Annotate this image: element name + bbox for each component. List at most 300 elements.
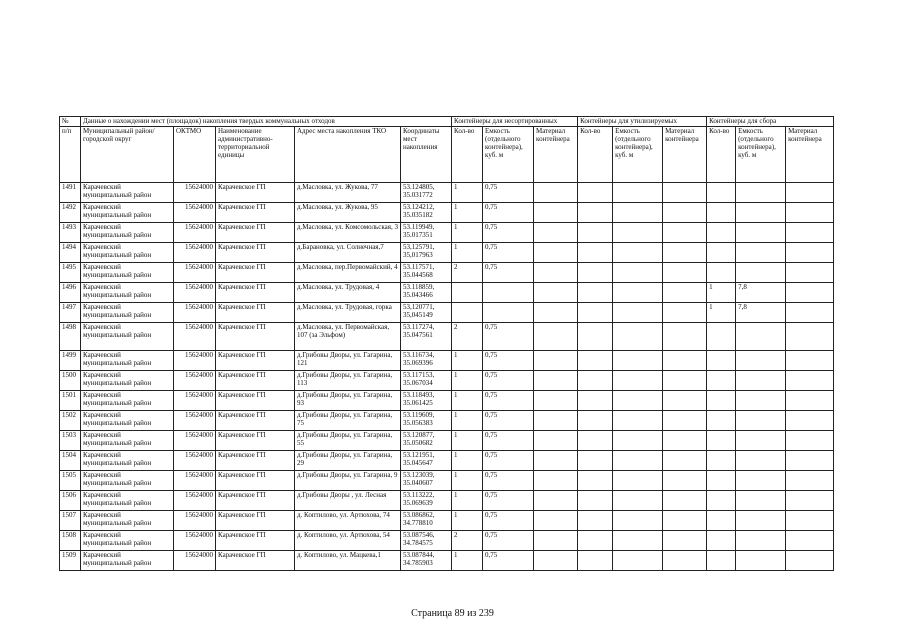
cell-m3 [786, 323, 834, 351]
cell-oktmo: 15624000 [174, 371, 216, 391]
cell-unit: Карачевское ГП [216, 491, 295, 511]
cell-oktmo: 15624000 [174, 223, 216, 243]
cell-v3 [736, 243, 786, 263]
cell-c3 [707, 491, 736, 511]
cell-n: 1499 [60, 351, 81, 371]
cell-unit: Карачевское ГП [216, 391, 295, 411]
column-header-cell: Емкость (отдельного контейнера), куб. м [483, 127, 534, 183]
cell-c3 [707, 511, 736, 531]
table-row [60, 511, 834, 531]
cell-v3 [736, 491, 786, 511]
column-header-cell: Кол-во [578, 127, 613, 183]
cell-oktmo: 15624000 [174, 303, 216, 323]
cell-c3 [707, 471, 736, 491]
cell-unit: Карачевское ГП [216, 243, 295, 263]
cell-m1 [534, 531, 578, 551]
cell-oktmo: 15624000 [174, 431, 216, 451]
cell-m1 [534, 451, 578, 471]
cell-unit: Карачевское ГП [216, 263, 295, 283]
cell-coords: 53.087546, 34.784575 [401, 531, 452, 551]
cell-c2 [578, 303, 613, 323]
cell-unit: Карачевское ГП [216, 471, 295, 491]
cell-c1: 1 [452, 411, 483, 431]
cell-v2 [613, 551, 663, 571]
cell-c1 [452, 303, 483, 323]
cell-c1: 1 [452, 203, 483, 223]
cell-m3 [786, 371, 834, 391]
cell-m3 [786, 183, 834, 203]
cell-c3 [707, 451, 736, 471]
cell-m1 [534, 243, 578, 263]
cell-district: Карачевский муниципальный район [81, 263, 174, 283]
cell-m3 [786, 203, 834, 223]
cell-coords: 53.117274, 35.047561 [401, 323, 452, 351]
column-header-cell: Емкость (отдельного контейнера), куб. м [736, 127, 786, 183]
cell-c2 [578, 451, 613, 471]
cell-district: Карачевский муниципальный район [81, 391, 174, 411]
cell-v2 [613, 183, 663, 203]
cell-m3 [786, 511, 834, 531]
table-row [60, 371, 834, 391]
cell-c2 [578, 351, 613, 371]
table-body [60, 183, 834, 571]
cell-c1: 2 [452, 531, 483, 551]
cell-coords: 53.118859, 35.043466 [401, 283, 452, 303]
cell-address: д.Грибовы Дворы, ул. Гагарина, 29 [295, 451, 401, 471]
cell-n: 1491 [60, 183, 81, 203]
cell-m2 [663, 323, 707, 351]
cell-c1: 2 [452, 323, 483, 351]
cell-coords: 53.087844, 34.785903 [401, 551, 452, 571]
table-row [60, 471, 834, 491]
cell-v1: 0,75 [483, 411, 534, 431]
containers-table [59, 116, 834, 571]
cell-address: д.Масловка, ул. Трудовая, 4 [295, 283, 401, 303]
cell-oktmo: 15624000 [174, 511, 216, 531]
cell-n: 1506 [60, 491, 81, 511]
cell-unit: Карачевское ГП [216, 351, 295, 371]
cell-address: д.Грибовы Дворы, ул. Гагарина, 113 [295, 371, 401, 391]
cell-v2 [613, 511, 663, 531]
cell-unit: Карачевское ГП [216, 203, 295, 223]
cell-unit: Карачевское ГП [216, 371, 295, 391]
cell-c1: 2 [452, 263, 483, 283]
cell-c2 [578, 323, 613, 351]
cell-district: Карачевский муниципальный район [81, 551, 174, 571]
cell-n: 1493 [60, 223, 81, 243]
cell-m1 [534, 491, 578, 511]
column-header-cell: Материал контейнера [663, 127, 707, 183]
cell-m2 [663, 431, 707, 451]
cell-c3 [707, 431, 736, 451]
cell-n: 1496 [60, 283, 81, 303]
cell-v3 [736, 451, 786, 471]
cell-n: 1494 [60, 243, 81, 263]
cell-unit: Карачевское ГП [216, 551, 295, 571]
cell-m3 [786, 283, 834, 303]
cell-m3 [786, 243, 834, 263]
column-header-cell: Наименование административно-территориальной единицы [216, 127, 295, 183]
cell-m3 [786, 411, 834, 431]
cell-c1: 1 [452, 391, 483, 411]
cell-address: д.Масловка, ул. Трудовая, горка [295, 303, 401, 323]
cell-v1: 0,75 [483, 183, 534, 203]
cell-c1 [452, 283, 483, 303]
cell-oktmo: 15624000 [174, 491, 216, 511]
cell-v1 [483, 283, 534, 303]
cell-v3 [736, 263, 786, 283]
cell-m2 [663, 531, 707, 551]
cell-address: д. Коптилово, ул. Артюхова, 74 [295, 511, 401, 531]
cell-m3 [786, 223, 834, 243]
cell-oktmo: 15624000 [174, 263, 216, 283]
table-row [60, 531, 834, 551]
cell-c3 [707, 351, 736, 371]
cell-v1: 0,75 [483, 323, 534, 351]
cell-n: 1503 [60, 431, 81, 451]
table-row [60, 223, 834, 243]
cell-v1: 0,75 [483, 451, 534, 471]
cell-address: д.Масловка, ул. Комсомольская, 3 [295, 223, 401, 243]
cell-coords: 53.113222, 35.069639 [401, 491, 452, 511]
cell-address: д.Масловка, пер.Первомайский, 4 [295, 263, 401, 283]
cell-v2 [613, 243, 663, 263]
cell-coords: 53.119949, 35.017351 [401, 223, 452, 243]
cell-oktmo: 15624000 [174, 551, 216, 571]
cell-district: Карачевский муниципальный район [81, 203, 174, 223]
cell-v1: 0,75 [483, 351, 534, 371]
table-row [60, 391, 834, 411]
cell-m2 [663, 303, 707, 323]
cell-v3 [736, 471, 786, 491]
cell-c3 [707, 391, 736, 411]
cell-m3 [786, 303, 834, 323]
column-header-cell: Материал контейнера [534, 127, 578, 183]
cell-c3 [707, 223, 736, 243]
cell-v2 [613, 471, 663, 491]
cell-coords: 53.120877, 35.050682 [401, 431, 452, 451]
cell-v2 [613, 263, 663, 283]
cell-v1: 0,75 [483, 243, 534, 263]
group-header-cell: Контейнеры для утилизируемых [578, 117, 707, 127]
table-row [60, 351, 834, 371]
cell-district: Карачевский муниципальный район [81, 411, 174, 431]
cell-address: д. Коптилово, ул. Артюхова, 54 [295, 531, 401, 551]
table-row [60, 411, 834, 431]
cell-coords: 53.119609, 35.056383 [401, 411, 452, 431]
cell-v1 [483, 303, 534, 323]
table-row [60, 551, 834, 571]
column-header-cell: Кол-во [707, 127, 736, 183]
cell-v1: 0,75 [483, 431, 534, 451]
cell-unit: Карачевское ГП [216, 323, 295, 351]
cell-oktmo: 15624000 [174, 411, 216, 431]
cell-district: Карачевский муниципальный район [81, 323, 174, 351]
cell-m1 [534, 323, 578, 351]
cell-unit: Карачевское ГП [216, 183, 295, 203]
cell-m3 [786, 531, 834, 551]
cell-v3 [736, 323, 786, 351]
cell-district: Карачевский муниципальный район [81, 283, 174, 303]
cell-n: 1501 [60, 391, 81, 411]
table-row [60, 451, 834, 471]
cell-district: Карачевский муниципальный район [81, 471, 174, 491]
cell-c1: 1 [452, 223, 483, 243]
cell-m2 [663, 203, 707, 223]
cell-m1 [534, 351, 578, 371]
cell-v3: 7,8 [736, 283, 786, 303]
cell-district: Карачевский муниципальный район [81, 351, 174, 371]
cell-v1: 0,75 [483, 531, 534, 551]
table-row [60, 303, 834, 323]
cell-c1: 1 [452, 451, 483, 471]
cell-m1 [534, 263, 578, 283]
cell-c1: 1 [452, 431, 483, 451]
cell-c1: 1 [452, 183, 483, 203]
cell-coords: 53.116734, 35.069396 [401, 351, 452, 371]
cell-c1: 1 [452, 551, 483, 571]
cell-unit: Карачевское ГП [216, 511, 295, 531]
column-header-cell: Муниципальный район/городской округ [81, 127, 174, 183]
cell-oktmo: 15624000 [174, 323, 216, 351]
cell-coords: 53.117571, 35.044568 [401, 263, 452, 283]
cell-m2 [663, 351, 707, 371]
cell-n: 1497 [60, 303, 81, 323]
cell-c2 [578, 551, 613, 571]
cell-m3 [786, 351, 834, 371]
cell-m1 [534, 511, 578, 531]
cell-c1: 1 [452, 471, 483, 491]
group-header-cell: Данные о нахождении мест (площадок) накопления твердых коммунальных отходов [81, 117, 452, 127]
cell-address: д.Грибовы Дворы , ул. Лесная [295, 491, 401, 511]
cell-unit: Карачевское ГП [216, 431, 295, 451]
cell-oktmo: 15624000 [174, 351, 216, 371]
cell-c2 [578, 471, 613, 491]
page-footer: Страница 89 из 239 [411, 608, 494, 619]
column-header-cell: Материал контейнера [786, 127, 834, 183]
cell-district: Карачевский муниципальный район [81, 371, 174, 391]
cell-m3 [786, 471, 834, 491]
cell-n: 1507 [60, 511, 81, 531]
cell-v3 [736, 351, 786, 371]
cell-v1: 0,75 [483, 551, 534, 571]
cell-m2 [663, 283, 707, 303]
cell-m2 [663, 223, 707, 243]
cell-m1 [534, 471, 578, 491]
cell-address: д.Грибовы Дворы, ул. Гагарина, 9 [295, 471, 401, 491]
column-header-row [60, 127, 834, 183]
cell-oktmo: 15624000 [174, 283, 216, 303]
cell-m3 [786, 263, 834, 283]
cell-v2 [613, 203, 663, 223]
cell-v2 [613, 391, 663, 411]
cell-m1 [534, 203, 578, 223]
cell-c1: 1 [452, 371, 483, 391]
cell-m3 [786, 551, 834, 571]
cell-n: 1500 [60, 371, 81, 391]
table-row [60, 243, 834, 263]
cell-v1: 0,75 [483, 223, 534, 243]
cell-oktmo: 15624000 [174, 391, 216, 411]
cell-m3 [786, 451, 834, 471]
cell-address: д.Грибовы Дворы, ул. Гагарина, 55 [295, 431, 401, 451]
column-header-cell: п/п [60, 127, 81, 183]
cell-c3 [707, 203, 736, 223]
cell-c2 [578, 283, 613, 303]
cell-address: д.Грибовы Дворы, ул. Гагарина, 121 [295, 351, 401, 371]
cell-v3 [736, 391, 786, 411]
cell-v2 [613, 223, 663, 243]
cell-m2 [663, 391, 707, 411]
cell-m1 [534, 391, 578, 411]
cell-address: д.Барановка, ул. Солнечная,7 [295, 243, 401, 263]
cell-n: 1505 [60, 471, 81, 491]
cell-oktmo: 15624000 [174, 183, 216, 203]
cell-unit: Карачевское ГП [216, 531, 295, 551]
cell-v2 [613, 323, 663, 351]
cell-v1: 0,75 [483, 263, 534, 283]
cell-address: д. Коптилово, ул. Мацкева,1 [295, 551, 401, 571]
cell-m3 [786, 431, 834, 451]
cell-m2 [663, 263, 707, 283]
cell-n: 1508 [60, 531, 81, 551]
cell-v3 [736, 411, 786, 431]
cell-m1 [534, 283, 578, 303]
cell-district: Карачевский муниципальный район [81, 451, 174, 471]
cell-v1: 0,75 [483, 471, 534, 491]
group-header-cell: № [60, 117, 81, 127]
cell-c2 [578, 243, 613, 263]
cell-c2 [578, 203, 613, 223]
cell-coords: 53.118493, 35.061425 [401, 391, 452, 411]
cell-district: Карачевский муниципальный район [81, 243, 174, 263]
cell-c2 [578, 511, 613, 531]
cell-c2 [578, 263, 613, 283]
cell-district: Карачевский муниципальный район [81, 531, 174, 551]
cell-oktmo: 15624000 [174, 451, 216, 471]
cell-m2 [663, 471, 707, 491]
cell-oktmo: 15624000 [174, 531, 216, 551]
cell-m2 [663, 243, 707, 263]
cell-oktmo: 15624000 [174, 471, 216, 491]
table-row [60, 203, 834, 223]
cell-unit: Карачевское ГП [216, 411, 295, 431]
cell-m1 [534, 371, 578, 391]
cell-n: 1509 [60, 551, 81, 571]
cell-v3 [736, 511, 786, 531]
cell-v2 [613, 351, 663, 371]
cell-address: д.Масловка, ул. Первомайская, 107 (за Эльфом) [295, 323, 401, 351]
cell-v2 [613, 411, 663, 431]
cell-v2 [613, 371, 663, 391]
cell-v1: 0,75 [483, 511, 534, 531]
cell-m1 [534, 411, 578, 431]
cell-n: 1495 [60, 263, 81, 283]
cell-unit: Карачевское ГП [216, 451, 295, 471]
cell-v2 [613, 451, 663, 471]
cell-v3 [736, 431, 786, 451]
table-row [60, 263, 834, 283]
table-row [60, 323, 834, 351]
cell-m2 [663, 491, 707, 511]
cell-oktmo: 15624000 [174, 203, 216, 223]
cell-v1: 0,75 [483, 203, 534, 223]
cell-m2 [663, 551, 707, 571]
cell-m1 [534, 551, 578, 571]
column-header-cell: Емкость (отдельного контейнера), куб. м [613, 127, 663, 183]
cell-address: д.Грибовы Дворы, ул. Гагарина, 93 [295, 391, 401, 411]
cell-c1: 1 [452, 491, 483, 511]
cell-m3 [786, 391, 834, 411]
table-row [60, 283, 834, 303]
cell-c2 [578, 371, 613, 391]
cell-n: 1498 [60, 323, 81, 351]
cell-n: 1502 [60, 411, 81, 431]
cell-v1: 0,75 [483, 391, 534, 411]
cell-district: Карачевский муниципальный район [81, 491, 174, 511]
cell-c2 [578, 183, 613, 203]
cell-coords: 53,120771, 35,045149 [401, 303, 452, 323]
cell-district: Карачевский муниципальный район [81, 511, 174, 531]
cell-m2 [663, 183, 707, 203]
cell-m1 [534, 223, 578, 243]
cell-unit: Карачевское ГП [216, 283, 295, 303]
cell-coords: 53.121951, 35.045647 [401, 451, 452, 471]
cell-v3 [736, 531, 786, 551]
cell-m2 [663, 511, 707, 531]
cell-n: 1492 [60, 203, 81, 223]
cell-m3 [786, 491, 834, 511]
cell-c3 [707, 551, 736, 571]
cell-c3 [707, 411, 736, 431]
cell-c3 [707, 323, 736, 351]
cell-c1: 1 [452, 511, 483, 531]
cell-v3 [736, 203, 786, 223]
cell-coords: 53.086862, 34.778810 [401, 511, 452, 531]
cell-c3 [707, 531, 736, 551]
cell-unit: Карачевское ГП [216, 303, 295, 323]
cell-district: Карачевский муниципальный район [81, 431, 174, 451]
cell-c3 [707, 243, 736, 263]
cell-m1 [534, 183, 578, 203]
group-header-cell: Контейнеры для несортированных [452, 117, 578, 127]
cell-c1: 1 [452, 243, 483, 263]
cell-v3 [736, 223, 786, 243]
cell-district: Карачевский муниципальный район [81, 183, 174, 203]
cell-v2 [613, 531, 663, 551]
cell-address: д.Масловка, ул. Жукова, 77 [295, 183, 401, 203]
column-header-cell: Координаты мест накопления [401, 127, 452, 183]
cell-v1: 0,75 [483, 371, 534, 391]
cell-m2 [663, 451, 707, 471]
cell-coords: 53.123039, 35.040607 [401, 471, 452, 491]
table-row [60, 491, 834, 511]
cell-m2 [663, 411, 707, 431]
column-header-cell: Кол-во [452, 127, 483, 183]
cell-address: д.Масловка, ул. Жукова, 95 [295, 203, 401, 223]
cell-coords: 53.117153, 35.067034 [401, 371, 452, 391]
cell-v2 [613, 283, 663, 303]
cell-c2 [578, 391, 613, 411]
cell-c2 [578, 491, 613, 511]
cell-c3 [707, 263, 736, 283]
cell-district: Карачевский муниципальный район [81, 223, 174, 243]
cell-oktmo: 15624000 [174, 243, 216, 263]
cell-c2 [578, 531, 613, 551]
cell-v1: 0,75 [483, 491, 534, 511]
cell-v3 [736, 551, 786, 571]
cell-coords: 53,125791, 35,017963 [401, 243, 452, 263]
